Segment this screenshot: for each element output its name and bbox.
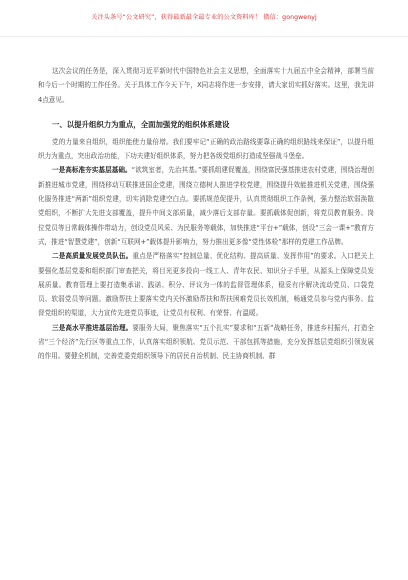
item-3-lead: 三是高水平推进基层治理。 bbox=[52, 323, 133, 332]
item-3-text: 要服务大局，聚焦落实“五个扎实”要求和“五新”战略任务，推进乡村振兴，打造全省“三个经济”先行区等重点工作，认真落实组织领航、党员示范、干部包抓等措施，充分发挥基层党组织引领发展的作用。要健全机制，完善党委党组织领导下的居民自治机制、民主协商机制、群 bbox=[38, 323, 374, 361]
item-2-paragraph bbox=[38, 249, 374, 320]
spacer bbox=[38, 107, 374, 113]
document-body bbox=[38, 64, 374, 364]
item-1-text: “欲筑室者，先治其基。”要抓组建促覆盖，围绕富民强基推进农村党建，围绕治理创新推进城市党建，围绕移动互联推进国企党建，围绕立德树人推进学校党建，围绕提升效能推进机关党建，围绕强化服务推进“两新”组织党建，切实消除党建空白点。要抓规范促提升，认真贯彻组织工作条例，强力整治软弱涣散党组织，不断扩大先进支部覆盖，提升中间支部质量，减少落后支部存量。要抓载体促创新，将党员教育服务、岗位党员等日常载体操作带动力，创设党员风采、为民服务等载体，加快推进“平台+”载体，创设“三会一课+”教育方式，推进“智慧党建”，创新“互联网+”载体提升影响力，努力推出更多像“党性体检”那样的党建工作品牌。 bbox=[38, 166, 375, 246]
intro-paragraph: 这次会议的任务是，深入贯彻习近平新时代中国特色社会主义思想，全面落实十九届五中全会精神，部署当前和今后一个时期的工作任务。关于具体工作今天下午，X同志将作进一步安排，请大家切实抓好落实。这里，我先讲4点意见。 bbox=[38, 67, 374, 104]
item-2-text: 重点是严格落实“控制总量、优化结构、提高质量、发挥作用”的要求。入口把关上要强化基层党委和组织部门审查把关，将目光更多投向一线工人、青年农民、知识分子手里，从源头上保障党员发展质量。教育管理上要打造集承诺、践诺、积分、评议为一体的监督管理体系，稳妥有序解决流动党员、口袋党员、软弱党员等问题。激励帮扶上要落实党内关怀激励帮扶和帮扶困难党员长效机制，畅通党员参与党内事务、监督党组织的渠道，大力宣传先进党员事迹，让党员有权利、有荣誉、有温暖。 bbox=[38, 252, 374, 318]
header-banner bbox=[0, 0, 408, 37]
banner-text: 关注头条号“公文研究”，获得最新最全最专业的公文资料库！ 微信：gongwenyj bbox=[91, 14, 317, 21]
item-3-paragraph bbox=[38, 321, 374, 364]
section-1-title: 一、以提升组织力为重点，全面加强党的组织体系建设 bbox=[52, 119, 230, 129]
item-1-paragraph bbox=[38, 163, 374, 249]
section-1-paragraph: 党的力量来自组织，组织能使力量倍增。我们要牢记“正确的政治路线要靠正确的组织路线来保证”，以提升组织力为重点，突出政治功能，下功夫建好组织体系，努力把各级党组织打造成坚强战斗堡垒。 bbox=[38, 137, 374, 161]
item-1-lead: 一是高标准夯实基层基础。 bbox=[52, 166, 132, 175]
item-2-lead: 二是高质量发展党员队伍。 bbox=[52, 252, 133, 261]
